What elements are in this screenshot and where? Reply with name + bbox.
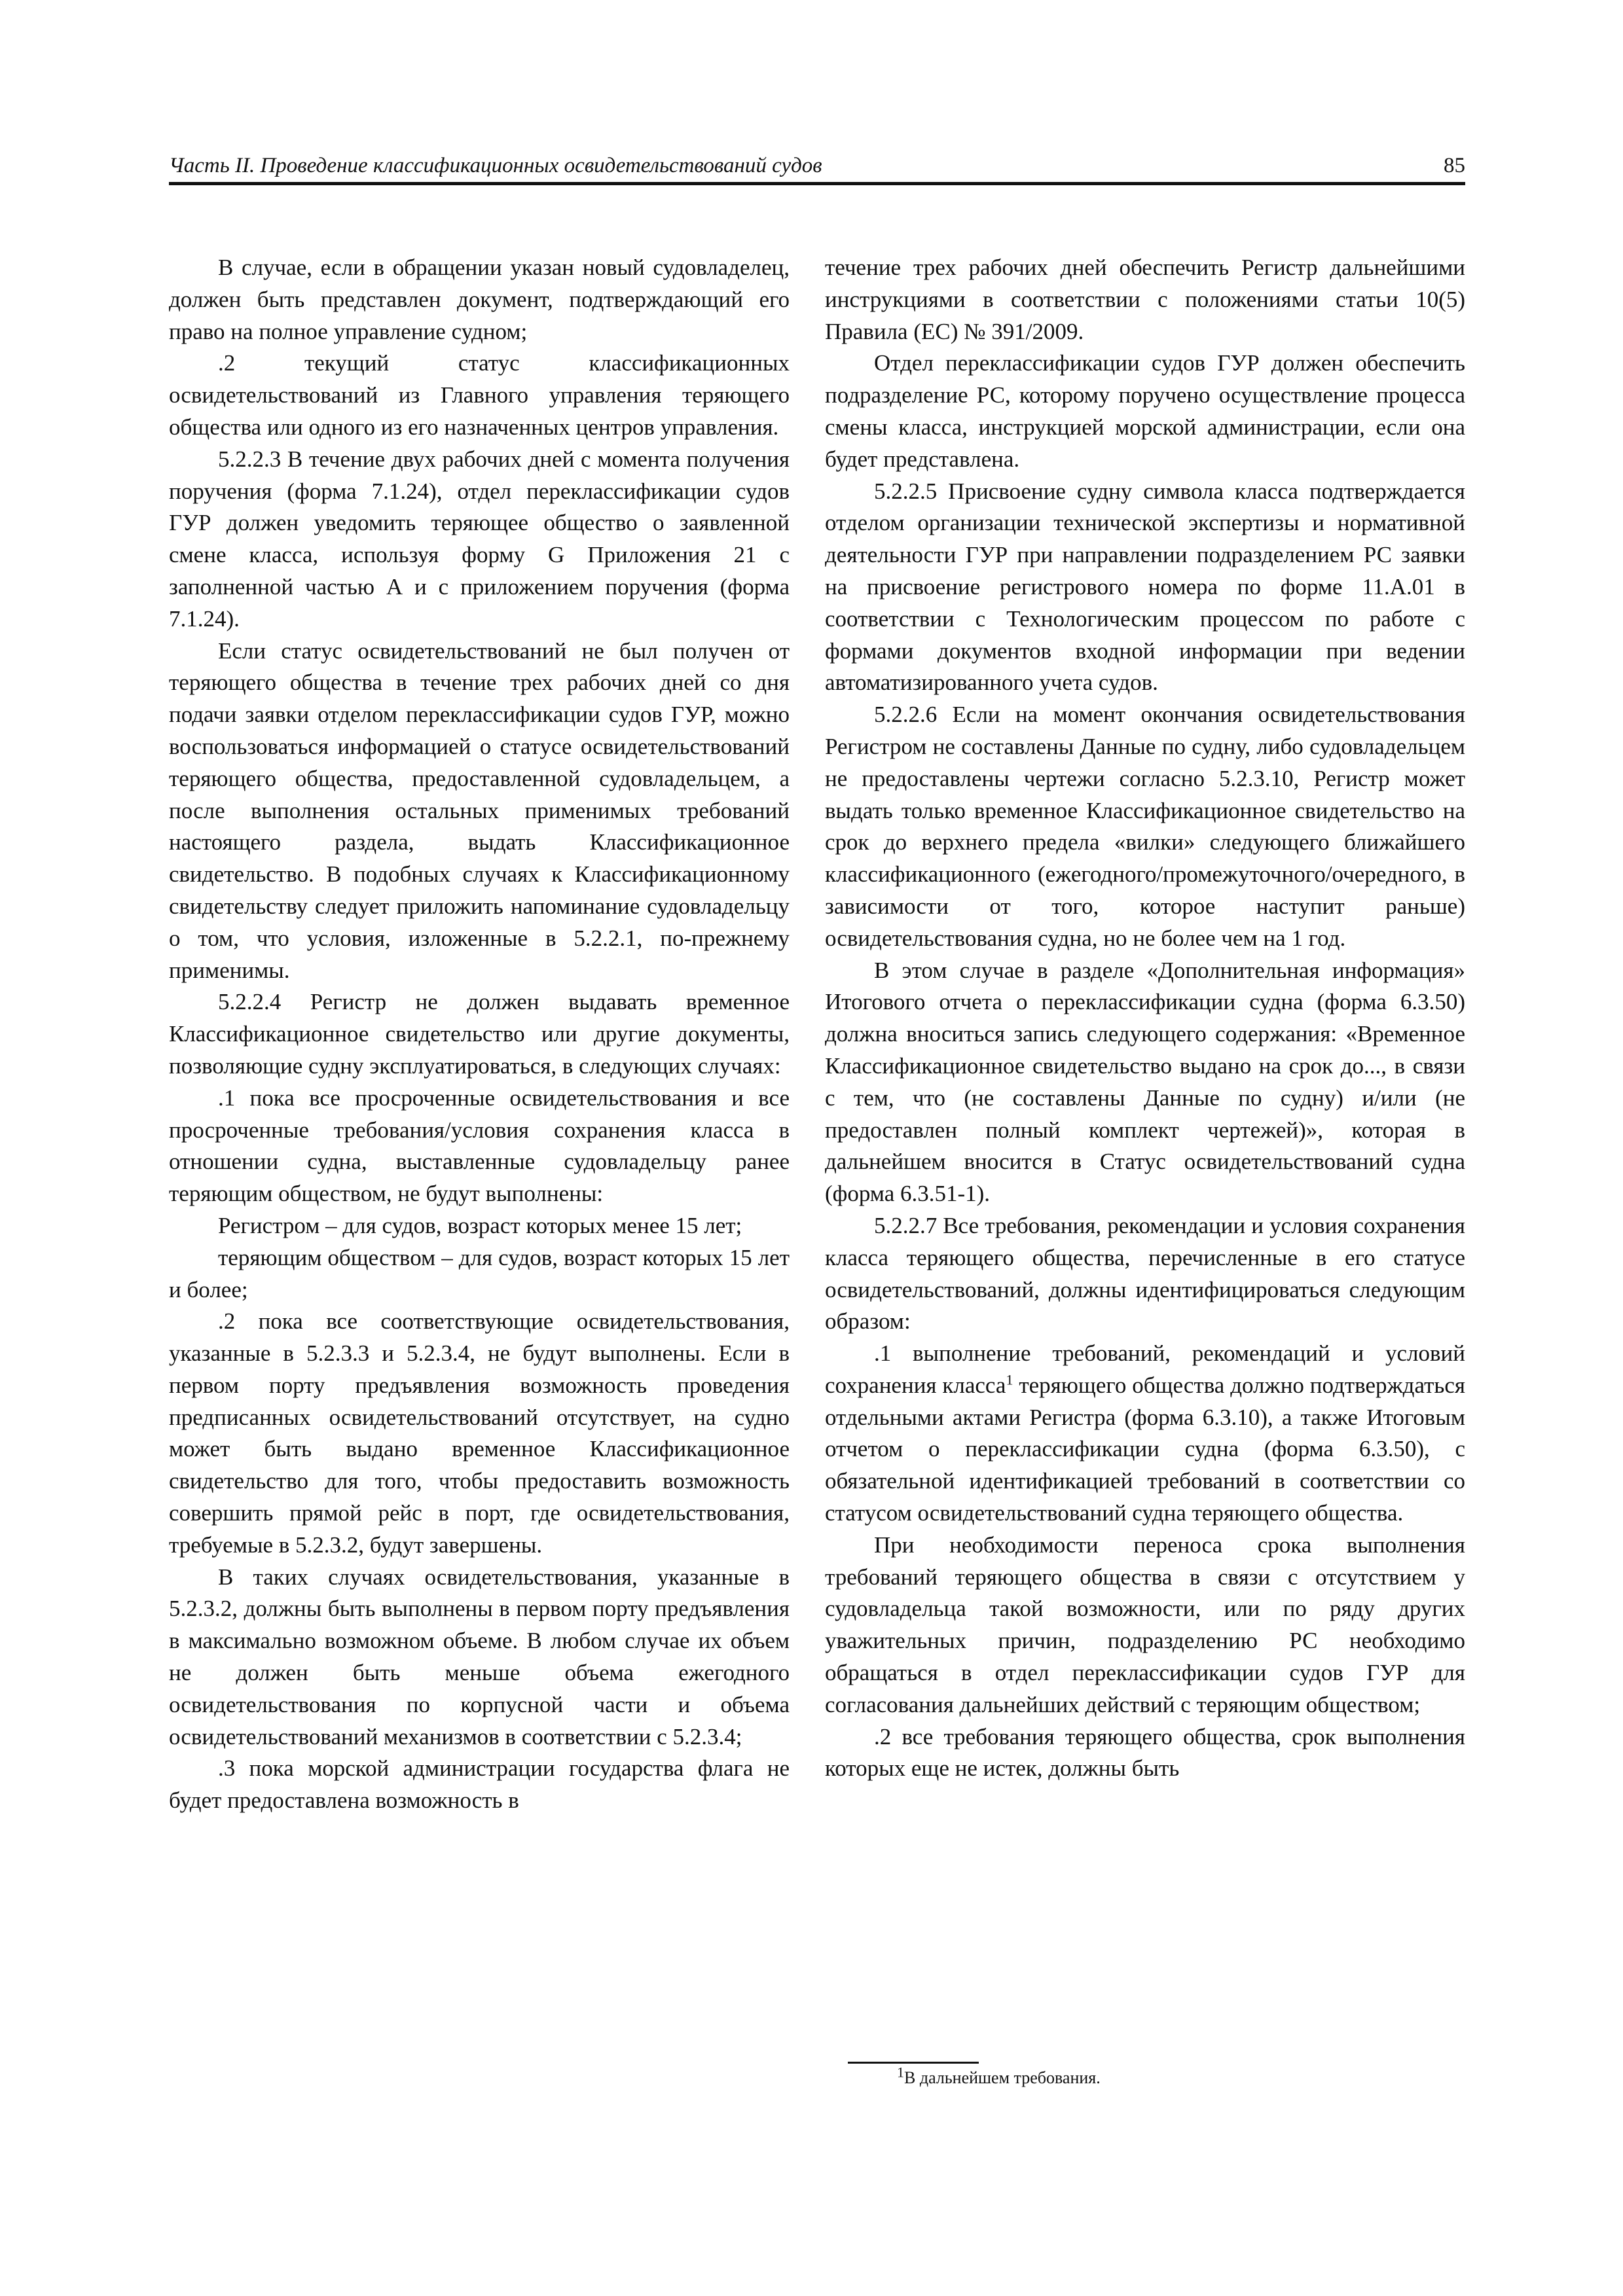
running-header bbox=[169, 145, 1465, 185]
paragraph: В таких случаях освидетельствования, указанные в 5.2.3.2, должны быть выполнены в первом порту предъявления в максимально возможном объеме. В любом случае их объем не должен быть меньше объема ежегодного освидетельствования по корпусной части и объема освидетельствований механизмов в соответствии с 5.2.3.4; bbox=[169, 1564, 790, 1749]
paragraph: 5.2.2.6 Если на момент окончания освидетельствования Регистром не составлены Данные по судну, либо судовладельцем не предоставлены чертежи согласно 5.2.3.10, Регистр может выдать только временное Классификационное свидетельство на срок до верхнего предела «вилки» следующего ближайшего классификационного (ежегодного/промежуточного/очередного, в зависимости от того, которое наступит раньше) освидетельствования судна, но не более чем на 1 год. bbox=[825, 702, 1465, 951]
left-column bbox=[169, 252, 790, 1817]
paragraph: При необходимости переноса срока выполнения требований теряющего общества в связи с отсутствием у судовладельца такой возможности, или по ряду других уважительных причин, подразделению РС необходимо обращаться в отдел переклассификации судов ГУР для согласования дальнейших действий с теряющим обществом; bbox=[825, 1532, 1465, 1717]
paragraph: .2 текущий статус классификационных освидетельствований из Главного управления теряющего общества или одного из его назначенных центров управления. bbox=[169, 350, 790, 440]
paragraph-text: .1 выполнение требований, рекомендаций и условий сохранения класса bbox=[825, 1340, 1465, 1398]
right-column bbox=[825, 252, 1465, 1785]
footnote bbox=[897, 2064, 1101, 2088]
paragraph: 5.2.2.7 Все требования, рекомендации и условия сохранения класса теряющего общества, перечисленные в его статусе освидетельствований, должны идентифицироваться следующим образом: bbox=[825, 1212, 1465, 1335]
paragraph: Если статус освидетельствований не был получен от теряющего общества в течение трех рабочих дней со дня подачи заявки отделом переклассификации судов ГУР, можно воспользоваться информацией о статусе освидетельствований теряющего общества, предоставленной судовладельцем, а после выполнения остальных применимых требований настоящего раздела, выдать Классификационное свидетельство. В подобных случаях к Классификационному свидетельству следует приложить напоминание судовладельцу о том, что условия, изложенные в 5.2.2.1, по-прежнему применимы. bbox=[169, 637, 790, 983]
footnote-number: 1 bbox=[897, 2064, 904, 2081]
paragraph: В этом случае в разделе «Дополнительная информация» Итогового отчета о переклассификации судна (форма 6.3.50) должна вноситься запись следующего содержания: «Временное Классификационное свидетельство выдано на срок до..., в связи с тем, что (не составлены Данные по судну) и/или (не предоставлен полный комплект чертежей)», которая в дальнейшем вносится в Статус освидетельствований судна (форма 6.3.51-1). bbox=[825, 957, 1465, 1207]
paragraph: В случае, если в обращении указан новый судовладелец, должен быть представлен документ, подтверждающий его право на полное управление судном; bbox=[169, 255, 790, 344]
header-title: Часть II. Проведение классификационных освидетельствований судов bbox=[169, 154, 822, 177]
paragraph: 5.2.2.3 В течение двух рабочих дней с момента получения поручения (форма 7.1.24), отдел переклассификации судов ГУР должен уведомить теряющее общество о заявленной смене класса, используя форму G Приложения 21 с заполненной частью А и с приложением поручения (форма 7.1.24). bbox=[169, 446, 790, 632]
paragraph: течение трех рабочих дней обеспечить Регистр дальнейшими инструкциями в соответствии с положениями статьи 10(5) Правила (ЕС) № 391/2009. bbox=[825, 255, 1465, 344]
footnote-text: В дальнейшем требования. bbox=[904, 2068, 1101, 2087]
footnote-marker: 1 bbox=[1006, 1371, 1013, 1388]
paragraph: .2 все требования теряющего общества, срок выполнения которых еще не истек, должны быть bbox=[825, 1723, 1465, 1782]
page-number: 85 bbox=[1444, 154, 1465, 177]
paragraph: .3 пока морской администрации государства флага не будет предоставлена возможность в bbox=[169, 1755, 790, 1814]
paragraph: Отдел переклассификации судов ГУР должен обеспечить подразделение РС, которому поручено осуществление процесса смены класса, инструкцией морской администрации, если она будет представлена. bbox=[825, 350, 1465, 472]
paragraph-with-footnote bbox=[825, 1338, 1465, 1530]
paragraph: 5.2.2.4 Регистр не должен выдавать временное Классификационное свидетельство или другие документы, позволяющие судну эксплуатироваться, в следующих случаях: bbox=[169, 989, 790, 1079]
paragraph: .2 пока все соответствующие освидетельствования, указанные в 5.2.3.3 и 5.2.3.4, не будут выполнены. Если в первом порту предъявления возможность проведения предписанных освидетельствований отсутствует, на судно может быть выдано временное Классификационное свидетельство для того, чтобы предоставить возможность совершить прямой рейс в порт, где освидетельствования, требуемые в 5.2.3.2, будут завершены. bbox=[169, 1308, 790, 1558]
footnote-divider bbox=[848, 2062, 979, 2064]
paragraph-text: теряющего общества должно подтверждаться отдельными актами Регистра (форма 6.3.10), а также Итоговым отчетом о переклассификации судна (форма 6.3.50), с обязательной идентификацией требований в соответствии со статусом освидетельствований судна теряющего общества. bbox=[825, 1372, 1465, 1526]
paragraph: теряющим обществом – для судов, возраст которых 15 лет и более; bbox=[169, 1244, 790, 1302]
paragraph: .1 пока все просроченные освидетельствования и все просроченные требования/условия сохранения класса в отношении судна, выставленные судовладельцу ранее теряющим обществом, не будут выполнены: bbox=[169, 1085, 790, 1207]
paragraph: Регистром – для судов, возраст которых менее 15 лет; bbox=[218, 1212, 742, 1238]
paragraph: 5.2.2.5 Присвоение судну символа класса подтверждается отделом организации технической экспертизы и нормативной деятельности ГУР при направлении подразделением РС заявки на присвоение регистрового номера по форме 11.А.01 в соответствии с Технологическим процессом по работе с формами документов входной информации при ведении автоматизированного учета судов. bbox=[825, 478, 1465, 696]
